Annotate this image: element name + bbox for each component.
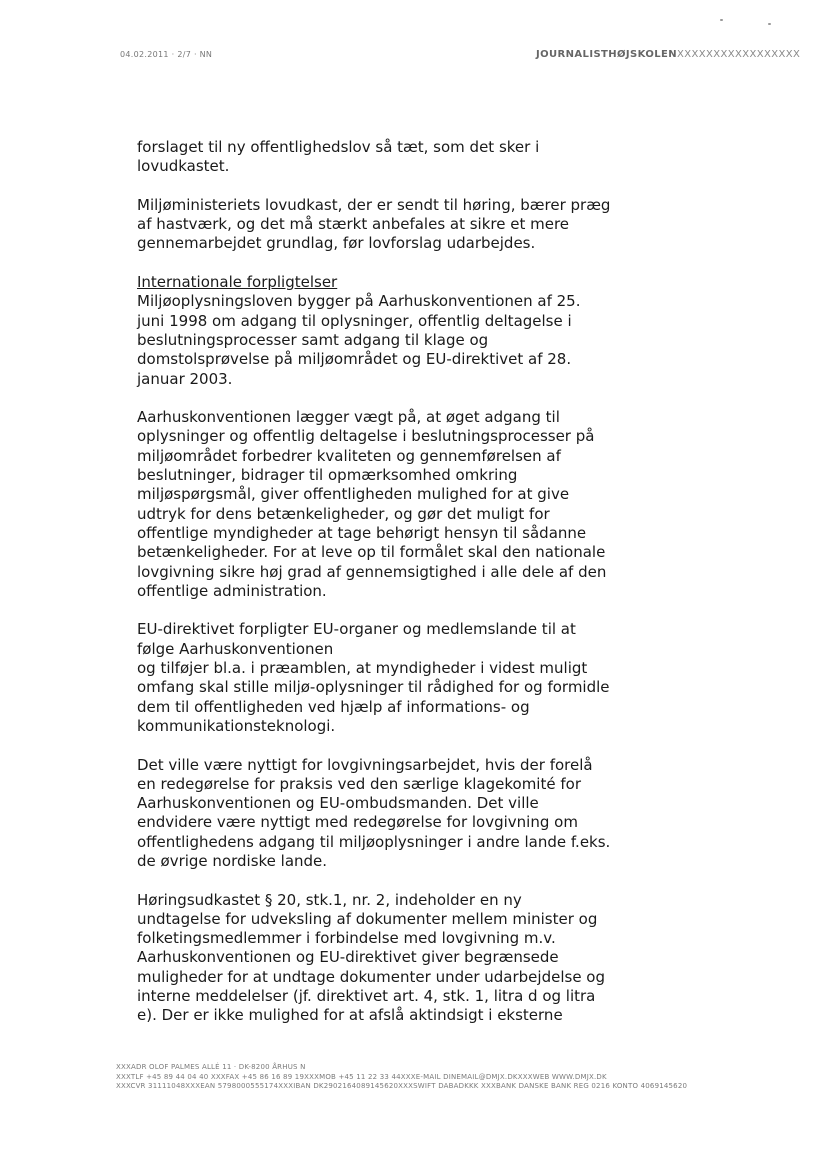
footer-bank: XXXCVR 31111048XXXEAN 5798000555174XXXIBAN DK2902164089145620XXXSWIFT DABADKKK XXXBANK DANSKE BANK REG 0216 KONTO 4069145620 [116, 1082, 688, 1091]
paragraph: Det ville være nyttigt for lovgivningsarbejdet, hvis der forelå en redegørelse for praksis ved den særlige klagekomité for Aarhuskonventionen og EU-ombudsmanden. Det ville endvidere være nyttigt med redegørelse for lovgivning om offentlighedens adgang til miljøoplysninger i andre lande f.eks. de øvrige nordiske lande. [137, 755, 611, 870]
footer-contact: XXXTLF +45 89 44 04 40 XXXFAX +45 86 16 89 19XXXMOB +45 11 22 33 44XXXE-MAIL DINEMAIL@DMJX.DKXXXWEB WWW.DMJX.DK [116, 1072, 607, 1081]
section-international [137, 273, 657, 389]
letterhead-footer [116, 1063, 687, 1092]
brand-name: JOURNALISTHØJSKOLEN [536, 49, 678, 60]
scan-speck [768, 23, 771, 25]
paragraph: Høringsudkastet § 20, stk.1, nr. 2, indeholder en ny undtagelse for udveksling af dokumenter mellem minister og folketingsmedlemmer i forbindelse med lovgivning m.v. Aarhuskonventionen og EU-direktivet giver begrænsede muligheder for at undtage dokumenter under udarbejdelse og interne meddelelser (jf. direktivet art. 4, stk. 1, litra d og litra e). Der er ikke mulighed for at afslå aktindsigt i eksterne [137, 890, 606, 1025]
paragraph: Aarhuskonventionen lægger vægt på, at øget adgang til oplysninger og offentlig deltagelse i beslutningsprocesser på miljøområdet forbedrer kvaliteten og gennemførelsen af beslutninger, bidrager til opmærksomhed omkring miljøspørgsmål, giver offentligheden mulighed for at give udtryk for dens betænkeligheder, og gør det muligt for offentlige myndigheder at tage behørigt hensyn til sådanne betænkeligheder. For at leve op til formålet skal den nationale lovgivning sikre høj grad af gennemsigtighed i alle dele af den offentlige administration. [137, 408, 607, 600]
document-body [137, 138, 657, 1045]
paragraph: EU-direktivet forpligter EU-organer og medlemslande til at følge Aarhuskonventionen og tilføjer bl.a. i præamblen, at myndigheder i videst muligt omfang skal stille miljø-oplysninger til rådighed for og formidle dem til offentligheden ved hjælp af informations- og kommunikationsteknologi. [137, 620, 610, 735]
scan-speck [720, 19, 723, 21]
footer-address: XXXADR OLOF PALMES ALLÉ 11 · DK-8200 ÅRHUS N [116, 1063, 306, 1071]
section-intro: Miljøoplysningsloven bygger på Aarhuskonventionen af 25. juni 1998 om adgang til oplysninger, offentlig deltagelse i beslutningsprocesser samt adgang til klage og domstolsprøvelse på miljøområdet og EU-direktivet af 28. januar 2003. [137, 292, 581, 388]
header-date-page: 04.02.2011 · 2/7 · NN [120, 50, 213, 59]
paragraph: Miljøministeriets lovudkast, der er sendt til høring, bærer præg af hastværk, og det må stærkt anbefales at sikre et mere gennemarbejdet grundlag, før lovforslag udarbejdes. [137, 195, 611, 253]
section-heading: Internationale forpligtelser [137, 273, 338, 292]
header-brand [536, 49, 800, 60]
paragraph: forslaget til ny offentlighedslov så tæt, som det sker i lovudkastet. [137, 138, 540, 176]
brand-filler: XXXXXXXXXXXXXXXXX [677, 49, 801, 60]
